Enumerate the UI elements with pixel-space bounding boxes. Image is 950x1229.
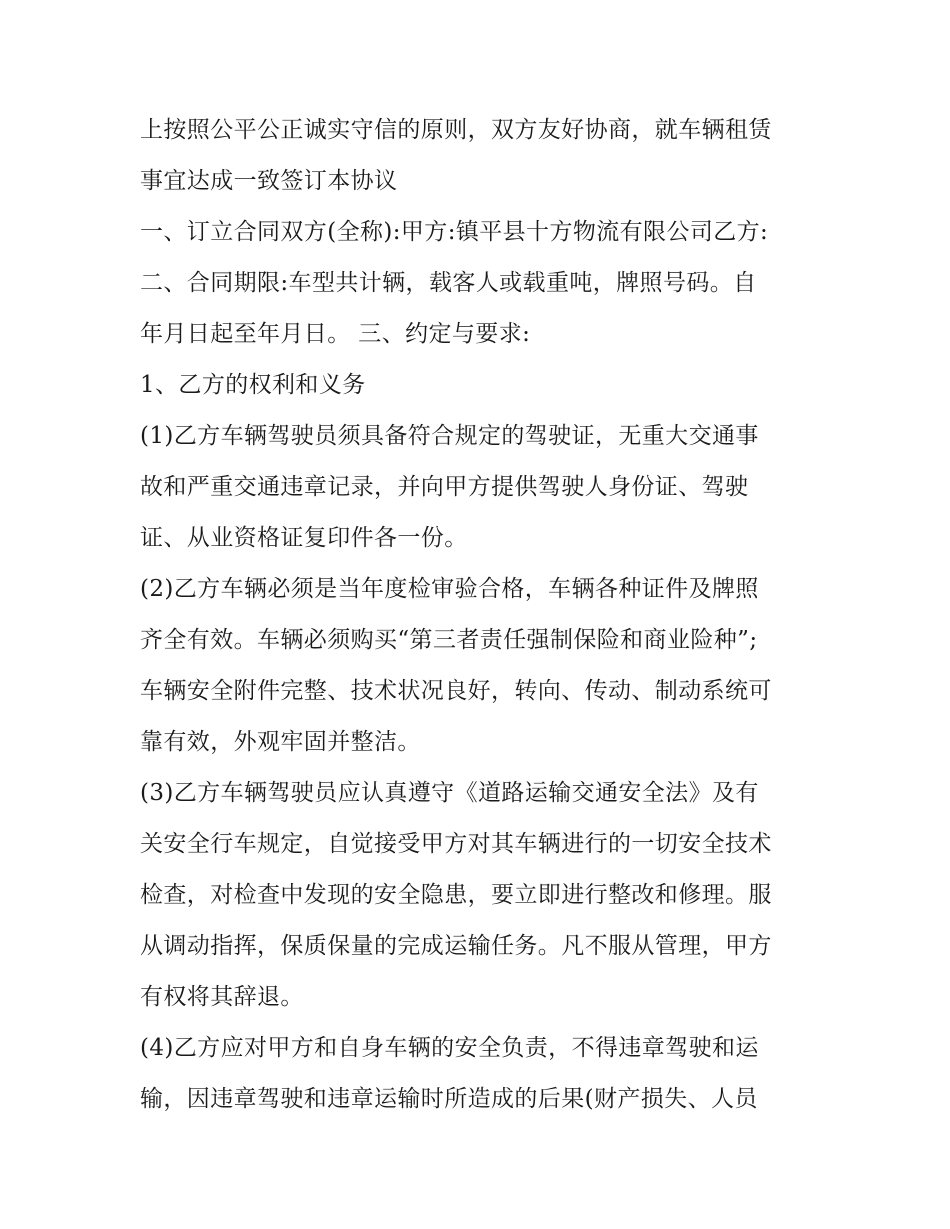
text-line: 一、订立合同双方(全称):甲方:镇平县十方物流有限公司乙方: xyxy=(140,219,769,245)
text-line: 故和严重交通违章记录，并向甲方提供驾驶人身份证、驾驶 xyxy=(140,474,749,500)
text-line: 输，因违章驾驶和违章运输时所造成的后果(财产损失、人员 xyxy=(140,1086,758,1112)
text-line: 齐全有效。车辆必须购买“第三者责任强制保险和商业险种”; xyxy=(140,627,758,653)
text-line: (2)乙方车辆必须是当年度检审验合格，车辆各种证件及牌照 xyxy=(140,576,759,602)
text-line: 关安全行车规定，自觉接受甲方对其车辆进行的一切安全技术 xyxy=(140,831,772,857)
text-line: 车辆安全附件完整、技术状况良好，转向、传动、制动系统可 xyxy=(140,678,772,704)
text-line: 上按照公平公正诚实守信的原则，双方友好协商，就车辆租赁 xyxy=(140,117,772,143)
text-line: 年月日起至年月日。 三、约定与要求: xyxy=(140,321,531,347)
text-line: 事宜达成一致签订本协议 xyxy=(140,168,398,194)
text-line: 从调动指挥，保质保量的完成运输任务。凡不服从管理，甲方 xyxy=(140,933,772,959)
text-line: 检查，对检查中发现的安全隐患，要立即进行整改和修理。服 xyxy=(140,882,772,908)
text-line: (4)乙方应对甲方和自身车辆的安全负责，不得违章驾驶和运 xyxy=(140,1035,759,1061)
text-line: (3)乙方车辆驾驶员应认真遵守《道路运输交通安全法》及有 xyxy=(140,780,759,806)
text-line: 二、合同期限:车型共计辆，载客人或载重吨，牌照号码。自 xyxy=(140,270,757,296)
text-line: 有权将其辞退。 xyxy=(140,984,304,1010)
text-line: 靠有效，外观牢固并整洁。 xyxy=(140,729,421,755)
text-line: 1、乙方的权利和义务 xyxy=(140,372,366,398)
text-line: 证、从业资格证复印件各一份。 xyxy=(140,525,468,551)
document-body xyxy=(140,105,820,1125)
text-line: (1)乙方车辆驾驶员须具备符合规定的驾驶证，无重大交通事 xyxy=(140,423,759,449)
